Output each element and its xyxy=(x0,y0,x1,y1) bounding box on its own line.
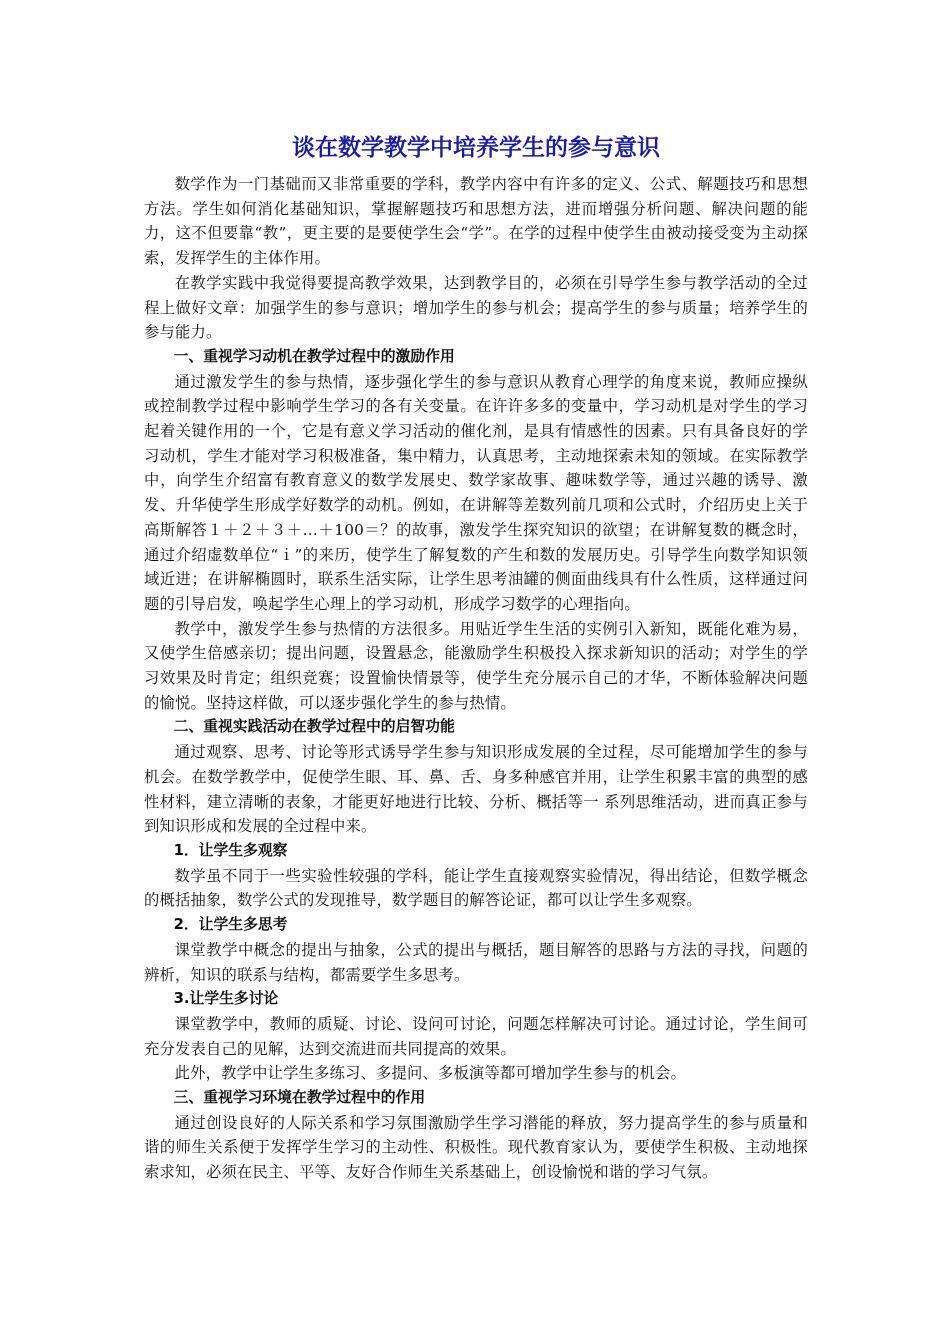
subsection-heading: 1．让学生多观察 xyxy=(173,841,288,859)
paragraph: 通过创设良好的人际关系和学习氛围激励学生学习潜能的释放，努力提高学生的参与质量和谐的师生关系便于发挥学生学习的主动性、积极性。现代教育家认为，要使学生积极、主动地探索求知，必须在民主、平等、友好合作师生关系基础上，创设愉悦和谐的学习气氛。 xyxy=(144,1113,808,1182)
paragraph: 数学虽不同于一些实验性较强的学科，能让学生直接观察实验情况，得出结论，但数学概念的概括抽象，数学公式的发现推导，数学题目的解答论证，都可以让学生多观察。 xyxy=(144,866,808,910)
paragraph: 教学中，激发学生参与热情的方法很多。用贴近学生生活的实例引入新知，既能化难为易，又使学生倍感亲切；提出问题，设置悬念，能激励学生积极投入探求新知识的活动；对学生的学习效果及时肯定；组织竞赛；设置愉快情景等，使学生充分展示自己的才华，不断体验解决问题的愉悦。坚持这样做，可以逐步强化学生的参与热情。 xyxy=(144,619,808,712)
section-heading: 一、重视学习动机在教学过程中的激励作用 xyxy=(173,347,455,365)
subsection-heading: 3.让学生多讨论 xyxy=(173,990,279,1008)
paragraph: 课堂教学中，教师的质疑、讨论、设问可讨论，问题怎样解决可讨论。通过讨论，学生间可充分发表自己的见解，达到交流进而共同提高的效果。 xyxy=(144,1014,808,1058)
section-heading: 三、重视学习环境在教学过程中的作用 xyxy=(173,1089,426,1107)
paragraph: 通过激发学生的参与热情，逐步强化学生的参与意识从教育心理学的角度来说，教师应操纵或控制教学过程中影响学生学习的各有关变量。在许许多多的变量中，学习动机是对学生的学习起着关键作用的一个，它是有意义学习活动的催化剂，是具有情感性的因素。只有具备良好的学习动机，学生才能对学习积极准备，集中精力，认真思考，主动地探索未知的领域。在实际教学中，向学生介绍富有教育意义的数学发展史、数学家故事、趣味数学等，通过兴趣的诱导、激发、升华使学生形成学好数学的动机。例如，在讲解等差数列前几项和公式时，介绍历史上关于高斯解答１＋２＋３＋…＋100＝？的故事，激发学生探究知识的欲望；在讲解复数的概念时，通过介绍虚数单位“ｉ”的来历，使学生了解复数的产生和数的发展历史。引导学生向数学知识领域近进；在讲解椭圆时，联系生活实际，让学生思考油罐的侧面曲线具有什么性质，这样通过问题的引导启发，唤起学生心理上的学习动机，形成学习数学的心理指向。 xyxy=(144,372,808,613)
paragraph: 数学作为一门基础而又非常重要的学科，教学内容中有许多的定义、公式、解题技巧和思想方法。学生如何消化基础知识，掌握解题技巧和思想方法，进而增强分析问题、解决问题的能力，这不但要靠“教”，更主要的是要使学生会“学”。在学的过程中使学生由被动接受变为主动探索，发挥学生的主体作用。 xyxy=(144,175,808,268)
paragraph: 此外，教学中让学生多练习、多提问、多板演等都可增加学生参与的机会。 xyxy=(174,1064,686,1083)
paragraph: 通过观察、思考、讨论等形式诱导学生参与知识形成发展的全过程，尽可能增加学生的参与机会。在数学教学中，促使学生眼、耳、鼻、舌、身多种感官并用，让学生积累丰富的典型的感性材料，建立清晰的表象，才能更好地进行比较、分析、概括等一 系列思维活动，进而真正参与到知识形成和发展的全过程中来。 xyxy=(144,743,808,836)
section-heading: 二、重视实践活动在教学过程中的启智功能 xyxy=(173,718,455,736)
document-page xyxy=(144,128,808,1185)
subsection-heading: 2．让学生多思考 xyxy=(173,916,288,934)
paragraph: 在教学实践中我觉得要提高教学效果，达到教学目的，必须在引导学生参与教学活动的全过程上做好文章：加强学生的参与意识；增加学生的参与机会；提高学生的参与质量；培养学生的参与能力。 xyxy=(144,273,808,342)
paragraph: 课堂教学中概念的提出与抽象，公式的提出与概括，题目解答的思路与方法的寻找，问题的辨析，知识的联系与结构，都需要学生多思考。 xyxy=(144,940,808,984)
document-title: 谈在数学教学中培养学生的参与意识 xyxy=(292,135,660,161)
